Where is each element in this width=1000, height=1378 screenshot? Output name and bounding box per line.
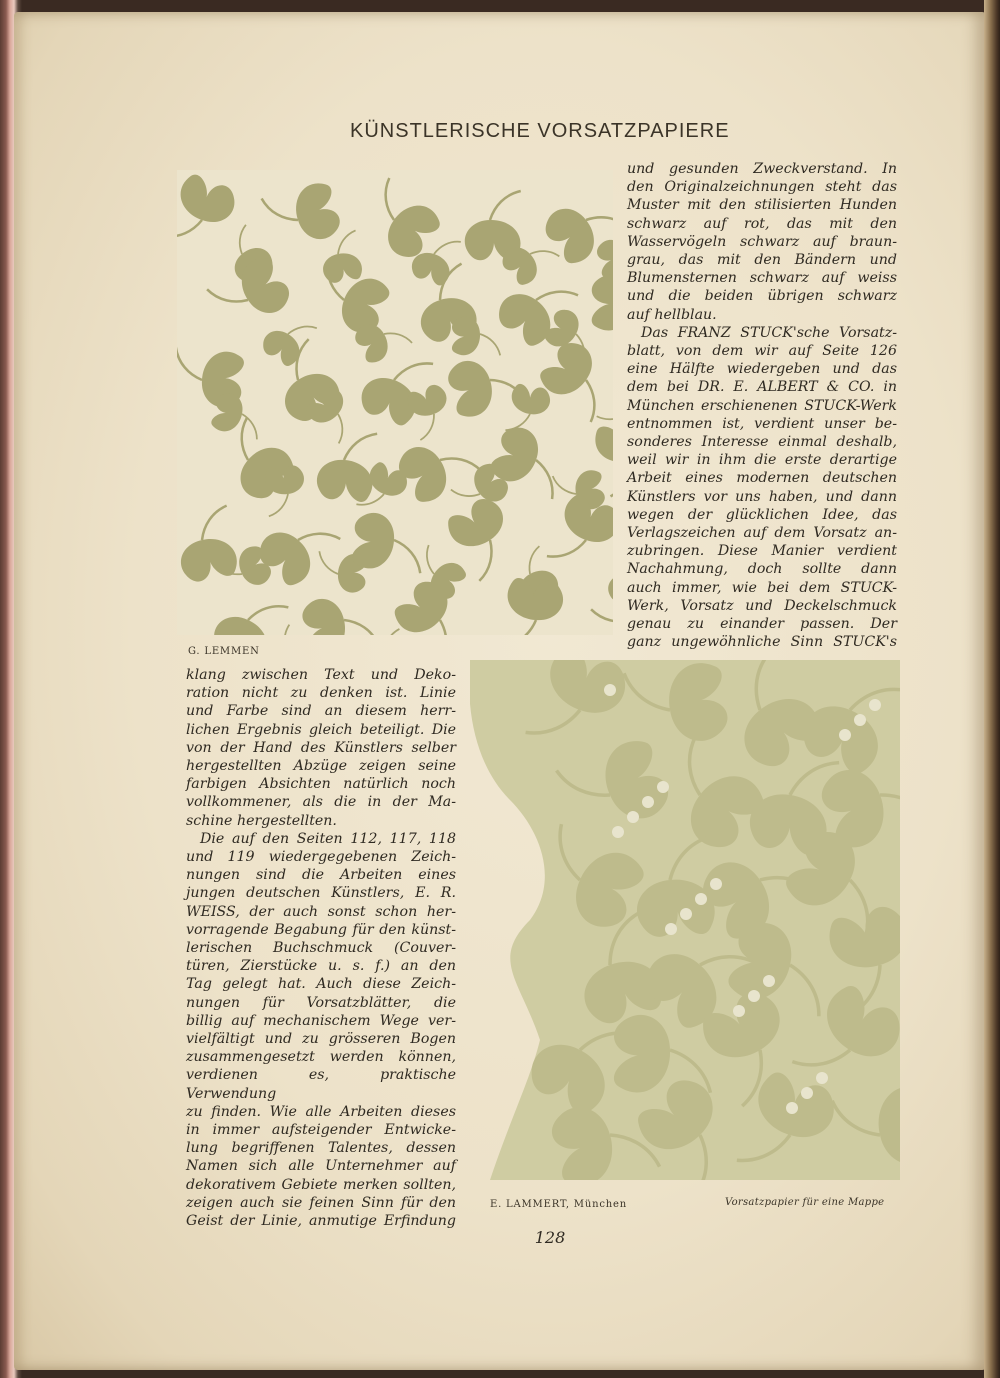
page-title: KÜNSTLERISCHE VORSATZPAPIERE: [350, 120, 730, 142]
text-line: Das FRANZ STUCK'sche Vorsatz-: [641, 324, 897, 341]
berry-dot: [657, 781, 669, 793]
text-line: Tag gelegt hat. Auch diese Zeich-: [186, 976, 456, 993]
text-line: schine hergestellten.: [186, 812, 337, 829]
berry-dot: [854, 714, 866, 726]
text-line: vielfältigt und zu grösseren Bogen: [186, 1031, 456, 1048]
text-line: zusammengesetzt werden können,: [186, 1049, 456, 1066]
text-line: weil wir in ihm die erste derartige: [627, 452, 897, 469]
text-line: eine Hälfte wiedergeben und das: [627, 361, 897, 378]
berry-dot: [710, 878, 722, 890]
text-line: Werk, Vorsatz und Deckelschmuck: [627, 597, 897, 614]
ivy-leaf-pattern: [177, 170, 613, 635]
text-line: nungen sind die Arbeiten eines: [186, 867, 456, 884]
text-line: zubringen. Diese Manier verdient: [627, 543, 897, 560]
leaf-motif: [384, 573, 467, 635]
text-line: und gesunden Zweckverstand. In: [627, 161, 897, 177]
text-line: genau zu einander passen. Der: [627, 616, 897, 633]
berry-dot: [642, 796, 654, 808]
leaf-motif: [251, 513, 340, 596]
page-number: 128: [534, 1228, 566, 1247]
text-line: nungen für Vorsatzblätter, die: [186, 994, 456, 1011]
berry-dot: [748, 990, 760, 1002]
berry-dot: [627, 811, 639, 823]
text-line: blatt, von dem wir auf Seite 126: [627, 343, 897, 360]
text-line: Verlagszeichen auf dem Vorsatz an-: [627, 525, 897, 542]
text-line: in immer aufsteigender Entwicke-: [186, 1122, 456, 1139]
ivy-vine-pattern: [470, 660, 900, 1180]
text-line: Nachahmung, doch sollte dann: [627, 561, 897, 578]
berry-dot: [869, 699, 881, 711]
text-line: dem bei DR. E. ALBERT & CO. in: [627, 379, 897, 396]
text-line: hergestellten Abzüge zeigen seine: [186, 758, 456, 775]
text-line: schwarz auf rot, das mit den: [627, 215, 897, 232]
text-line: verdienen es, praktische Verwendung: [186, 1067, 456, 1102]
text-line: vollkommener, als die in der Ma-: [186, 794, 456, 811]
text-column-left: [186, 666, 456, 1230]
leaf-motif: [534, 189, 613, 279]
text-line: wegen der glücklichen Idee, das: [627, 506, 897, 523]
leaf-motif: [578, 264, 613, 353]
text-line: Arbeit eines modernen deutschen: [627, 470, 897, 487]
text-line: Künstlers vor uns haben, und dann: [627, 488, 897, 505]
berry-dot: [816, 1072, 828, 1084]
text-line: grau, das mit den Bändern und: [627, 252, 897, 269]
leaf-motif: [177, 330, 255, 416]
text-line: Wasservögeln schwarz auf braun-: [627, 233, 897, 250]
leaf-motif: [362, 363, 434, 425]
leaf-motif: [597, 376, 613, 432]
text-line: auf hellblau.: [627, 306, 717, 323]
leaf-motif: [547, 495, 613, 557]
text-line: und die beiden übrigen schwarz: [627, 288, 897, 305]
text-line: ration nicht zu denken ist. Linie: [186, 685, 456, 702]
berry-dot: [763, 975, 775, 987]
text-line: Geist der Linie, anmutige Erfindung: [186, 1213, 456, 1230]
berry-dot: [680, 908, 692, 920]
text-line: türen, Zierstücke u. s. f.) an den: [186, 958, 456, 975]
lemmen-pattern-figure: [177, 170, 613, 635]
text-line: den Originalzeichnungen steht das: [627, 179, 897, 196]
leaf-motif: [601, 554, 613, 611]
leaf-motif: [177, 175, 234, 237]
leaf-motif: [265, 339, 357, 433]
text-line: und Farbe sind an diesem herr-: [186, 703, 456, 720]
text-line: München erschienenen STUCK-Werk: [627, 397, 897, 414]
text-line: farbigen Absichten natürlich noch: [186, 776, 456, 793]
leaf-motif: [260, 318, 317, 370]
berry-dot: [733, 1005, 745, 1017]
text-line: dekorativem Gebiete merken sollten,: [186, 1176, 456, 1193]
text-line: lichen Ergebnis gleich beteiligt. Die: [186, 721, 456, 738]
leaf-motif: [591, 560, 613, 635]
text-line: sonderes Interesse einmal deshalb,: [627, 434, 897, 451]
leaf-motif: [288, 584, 378, 635]
text-line: vorragende Begabung für den künst-: [186, 921, 456, 938]
berry-dot: [695, 893, 707, 905]
lammert-caption-title: Vorsatzpapier für eine Mappe: [725, 1197, 885, 1208]
text-line: von der Hand des Künstlers selber: [186, 739, 456, 756]
lammert-pattern-figure: [470, 660, 900, 1180]
text-line: Blumensternen schwarz auf weiss: [627, 270, 897, 287]
berry-dot: [604, 684, 616, 696]
lammert-caption-artist: E. LAMMERT, München: [490, 1199, 627, 1210]
berry-dot: [801, 1087, 813, 1099]
text-line: WEISS, der auch sonst schon her-: [186, 903, 456, 920]
text-line: entnommen ist, verdient unser be-: [627, 415, 897, 432]
text-line: klang zwischen Text und Deko-: [186, 667, 456, 683]
leaf-motif: [261, 170, 353, 256]
text-line: zeigen auch sie feinen Sinn für den: [186, 1194, 456, 1211]
berry-dot: [665, 923, 677, 935]
text-line: lerischen Buchschmuck (Couver-: [186, 940, 456, 957]
text-line: Muster mit den stilisierten Hunden: [627, 197, 897, 214]
text-line: lung begriffenen Talentes, dessen: [186, 1140, 456, 1157]
text-line: zu finden. Wie alle Arbeiten dieses: [186, 1103, 456, 1120]
leaf-motif: [212, 601, 289, 635]
text-line: Die auf den Seiten 112, 117, 118: [200, 830, 456, 847]
berry-dot: [839, 729, 851, 741]
lemmen-caption: G. LEMMEN: [188, 646, 260, 657]
page-stack-edge: [984, 0, 1000, 1378]
berry-dot: [612, 826, 624, 838]
text-line: auch immer, wie bei dem STUCK-: [627, 579, 897, 596]
text-line: Namen sich alle Unternehmer auf: [186, 1158, 456, 1175]
text-line: ganz ungewöhnliche Sinn STUCK's: [627, 634, 897, 651]
text-line: billig auf mechanischem Wege ver-: [186, 1012, 456, 1029]
text-column-right: [627, 160, 897, 651]
text-line: und 119 wiedergegebenen Zeich-: [186, 849, 456, 866]
text-line: jungen deutschen Künstlers, E. R.: [186, 885, 456, 902]
berry-dot: [786, 1102, 798, 1114]
